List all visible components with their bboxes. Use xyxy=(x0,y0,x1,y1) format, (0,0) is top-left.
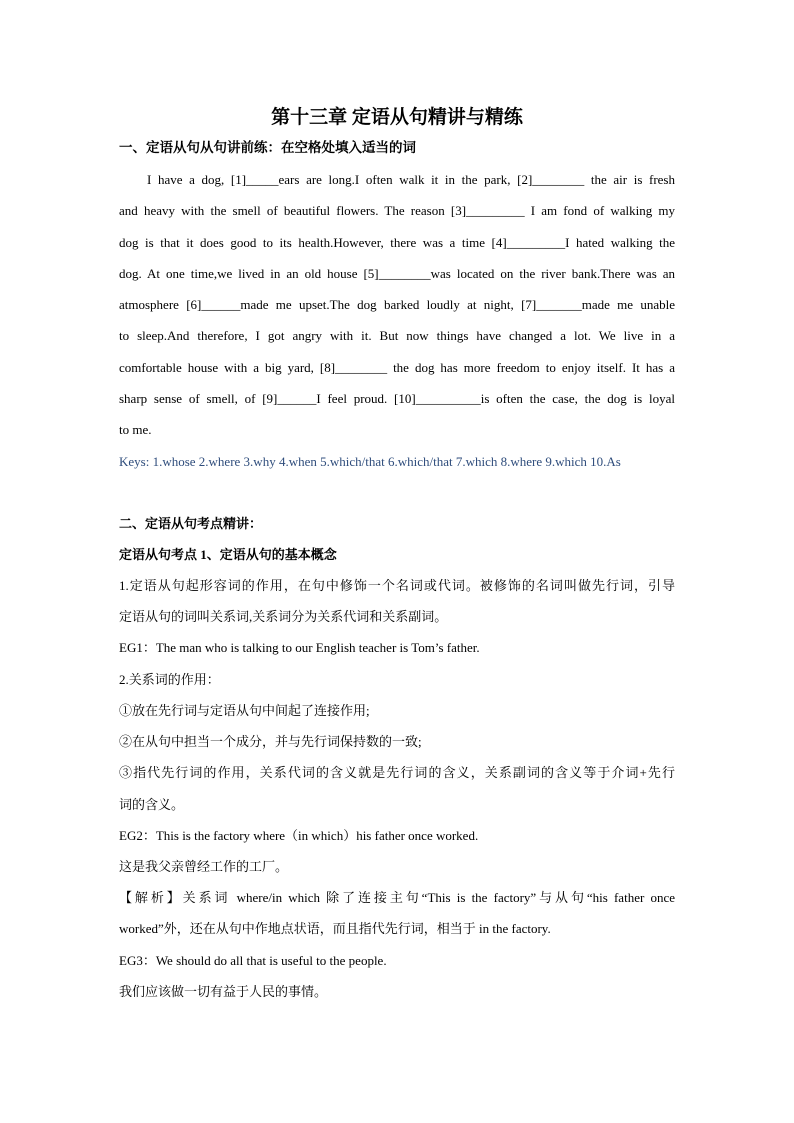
analysis-line: 【解析】关系词 where/in which 除了连接主句“This is the factory”与从句“his father once xyxy=(119,890,675,906)
analysis-line: worked”外，还在从句中作地点状语，而且指代先行词，相当于 in the factory. xyxy=(119,921,551,937)
exercise-passage xyxy=(119,164,675,446)
answer-keys: Keys: 1.whose 2.where 3.why 4.when 5.which/that 6.which/that 7.which 8.where 9.which 10.As xyxy=(119,453,621,469)
paragraph-line: 1.定语从句起形容词的作用，在句中修饰一个名词或代词。被修饰的名词叫做先行词，引导 xyxy=(119,578,675,594)
section-1-heading: 一、定语从句从句讲前练：在空格处填入适当的词 xyxy=(119,140,416,155)
example-2-translation: 这是我父亲曾经工作的工厂。 xyxy=(119,858,289,874)
example-2: EG2：This is the factory where（in which）his father once worked. xyxy=(119,827,479,843)
passage-line: dog. At one time,we lived in an old house [5]________was located on the river bank.There was an xyxy=(119,265,675,281)
passage-line: sharp sense of smell, of [9]______I feel proud. [10]__________is often the case, the dog is loyal xyxy=(119,391,675,407)
paragraph-line: 定语从句的词叫关系词,关系词分为关系代词和关系副词。 xyxy=(119,609,448,625)
blank-spacer xyxy=(119,477,675,508)
passage-line: dog is that it does good to its health.However, there was a time [4]_________I hated walking the xyxy=(119,234,675,250)
passage-line: I have a dog, [1]_____ears are long.I often walk it in the park, [2]________ the air is fresh xyxy=(147,172,675,187)
chapter-title: 第十三章 定语从句精讲与精练 xyxy=(271,107,523,128)
passage-line: to me. xyxy=(119,422,152,438)
passage-line: to sleep.And therefore, I got angry with it. But now things have changed a lot. We live in a xyxy=(119,328,675,344)
section-2-subheading: 定语从句考点 1、定语从句的基本概念 xyxy=(119,546,337,562)
list-item-3-line: ③指代先行词的作用，关系代词的含义就是先行词的含义，关系副词的含义等于介词+先行 xyxy=(119,765,675,781)
list-item-1: ①放在先行词与定语从句中间起了连接作用; xyxy=(119,702,370,718)
point-2-heading: 2.关系词的作用： xyxy=(119,671,220,687)
passage-line: comfortable house with a big yard, [8]________ the dog has more freedom to enjoy itself. It has a xyxy=(119,359,675,375)
document-page xyxy=(119,104,675,1007)
example-3-translation: 我们应该做一切有益于人民的事情。 xyxy=(119,983,328,999)
list-item-3-line: 词的含义。 xyxy=(119,796,185,812)
example-3: EG3：We should do all that is useful to the people. xyxy=(119,952,387,968)
passage-line: and heavy with the smell of beautiful flowers. The reason [3]_________ I am fond of walking my xyxy=(119,203,675,219)
section-2-heading: 二、定语从句考点精讲： xyxy=(119,515,263,531)
passage-line: atmosphere [6]______made me upset.The dog barked loudly at night, [7]_______made me unable xyxy=(119,297,675,313)
example-1: EG1：The man who is talking to our English teacher is Tom’s father. xyxy=(119,640,480,656)
list-item-2: ②在从句中担当一个成分，并与先行词保持数的一致; xyxy=(119,734,422,750)
